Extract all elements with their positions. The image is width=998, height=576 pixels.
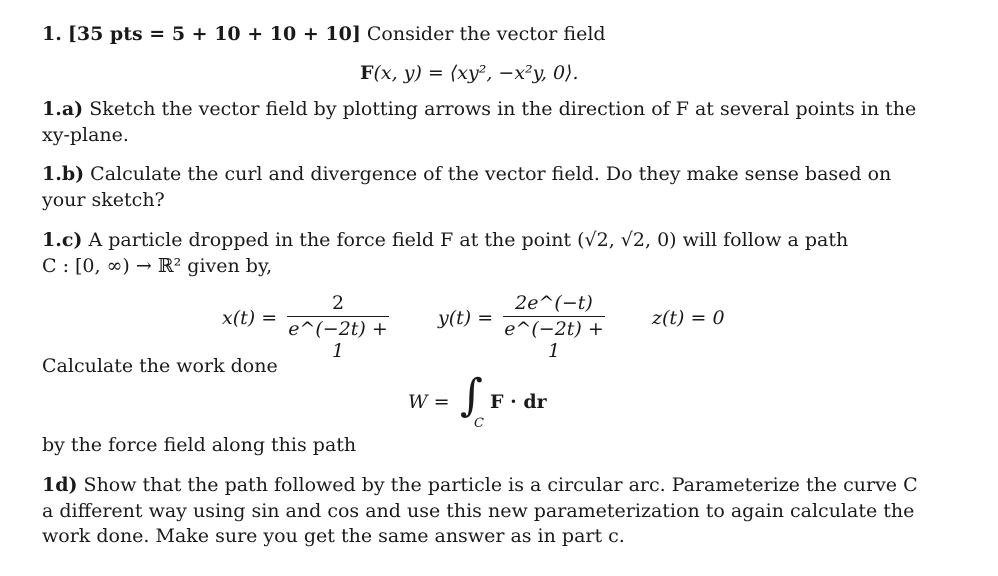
problem-intro: Consider the vector field [366, 23, 606, 45]
part-d-label: 1d) [42, 474, 78, 496]
vector-field-equation [360, 61, 579, 85]
y-fraction [503, 292, 605, 362]
part-d-text1: Show that the path followed by the particle is a circular arc. Parameterize the curve C [83, 474, 918, 496]
y-numerator: 2e^(−t) [515, 292, 593, 314]
z-equation: z(t) = 0 [652, 307, 725, 329]
part-b-label: 1.b) [42, 163, 85, 185]
x-numerator: 2 [331, 292, 345, 314]
x-denominator: e^(−2t) + 1 [288, 318, 388, 362]
part-b-line2: your sketch? [42, 189, 165, 211]
x-fraction [287, 292, 389, 362]
part-c-label: 1.c) [42, 229, 83, 251]
integral-sign: ∫ [460, 370, 483, 421]
part-c-line1 [42, 228, 848, 252]
part-c-text1: A particle dropped in the force field F at the point (√2, √2, 0) will follow a path [88, 229, 849, 251]
field-symbol: F [360, 62, 374, 84]
part-b-line1 [42, 162, 891, 186]
problem-header [42, 22, 606, 46]
part-b-text1: Calculate the curl and divergence of the vector field. Do they make sense based on [90, 163, 892, 185]
part-a-text1: Sketch the vector field by plotting arrows in the direction of F at several points in the [89, 98, 917, 120]
field-definition: (x, y) = ⟨xy², −x²y, 0⟩. [373, 62, 579, 84]
y-denominator: e^(−2t) + 1 [504, 318, 604, 362]
work-integrand: F · dr [490, 391, 547, 413]
problem-number: 1. [42, 23, 62, 45]
part-a-line1 [42, 97, 917, 121]
after-integral-text: by the force field along this path [42, 434, 357, 456]
part-c-line2: C : [0, ∞) → ℝ² given by, [42, 255, 273, 277]
part-d-line3: work done. Make sure you get the same answer as in part c. [42, 525, 625, 547]
x-equation-lhs: x(t) = [222, 307, 278, 329]
y-equation-lhs: y(t) = [438, 307, 494, 329]
part-a-label: 1.a) [42, 98, 84, 120]
points-header: [35 pts = 5 + 10 + 10 + 10] [67, 23, 361, 45]
work-lhs: W = [408, 391, 450, 413]
part-d-line2: a different way using sin and cos and use this new parameterization to again calculate the [42, 500, 915, 522]
calc-work-text: Calculate the work done [42, 355, 278, 377]
integral-subscript: C [474, 416, 484, 431]
part-a-line2: xy-plane. [42, 124, 129, 146]
part-d-line1 [42, 473, 918, 497]
